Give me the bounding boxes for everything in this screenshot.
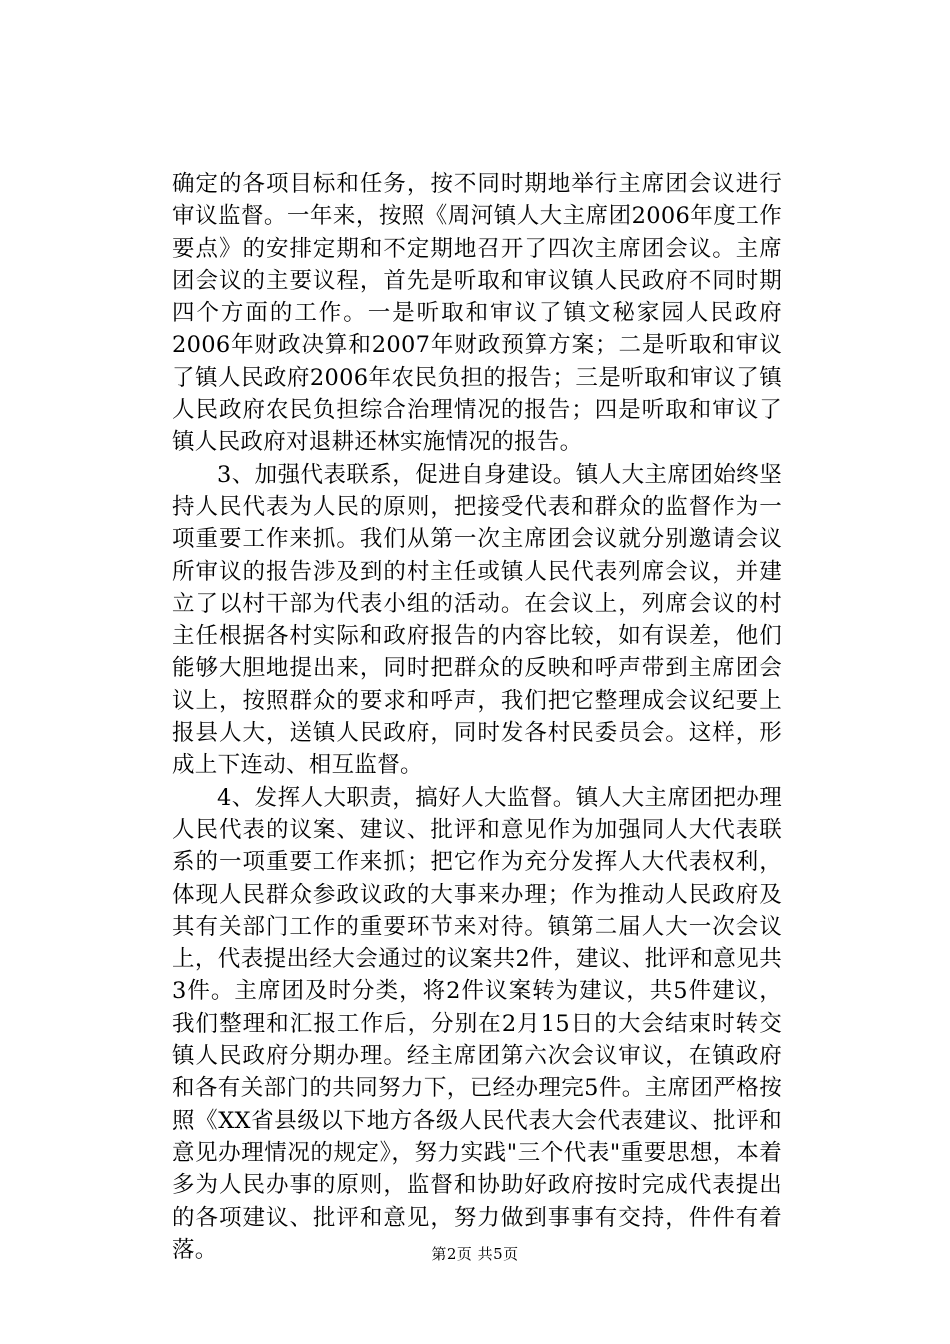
document-body xyxy=(172,168,782,1266)
paragraph-item-3: 3、加强代表联系，促进自身建设。镇人大主席团始终坚持人民代表为人民的原则，把接受代表和群众的监督作为一项重要工作来抓。我们从第一次主席团会议就分别邀请会议所审议的报告涉及到的村主任或镇人民代表列席会议，并建立了以村干部为代表小组的活动。在会议上，列席会议的村主任根据各村实际和政府报告的内容比较，如有误差，他们能够大胆地提出来，同时把群众的反映和呼声带到主席团会议上，按照群众的要求和呼声，我们把它整理成会议纪要上报县人大，送镇人民政府，同时发各村民委员会。这样，形成上下连动、相互监督。 xyxy=(172,461,782,779)
page-number-footer: 第2页 共5页 xyxy=(431,1245,519,1263)
paragraph-continuation: 确定的各项目标和任务，按不同时期地举行主席团会议进行审议监督。一年来，按照《周河镇人大主席团2006年度工作要点》的安排定期和不定期地召开了四次主席团会议。主席团会议的主要议程，首先是听取和审议镇人民政府不同时期四个方面的工作。一是听取和审议了镇文秘家园人民政府2006年财政决算和2007年财政预算方案；二是听取和审议了镇人民政府2006年农民负担的报告；三是听取和审议了镇人民政府农民负担综合治理情况的报告；四是听取和审议了镇人民政府对退耕还林实施情况的报告。 xyxy=(172,171,782,456)
paragraph-item-4: 4、发挥人大职责，搞好人大监督。镇人大主席团把办理人民代表的议案、建议、批评和意见作为加强同人大代表联系的一项重要工作来抓；把它作为充分发挥人大代表权利，体现人民群众参政议政的大事来办理；作为推动人民政府及其有关部门工作的重要环节来对待。镇第二届人大一次会议上，代表提出经大会通过的议案共2件，建议、批评和意见共3件。主席团及时分类，将2件议案转为建议，共5件建议，我们整理和汇报工作后，分别在2月15日的大会结束时转交镇人民政府分期办理。经主席团第六次会议审议，在镇政府和各有关部门的共同努力下，已经办理完5件。主席团严格按照《XX省县级以下地方各级人民代表大会代表建议、批评和意见办理情况的规定》，努力实践"三个代表"重要思想，本着多为人民办事的原则，监督和协助好政府按时完成代表提出的各项建议、批评和意见，努力做到事事有交持，件件有着落。 xyxy=(172,784,782,1263)
